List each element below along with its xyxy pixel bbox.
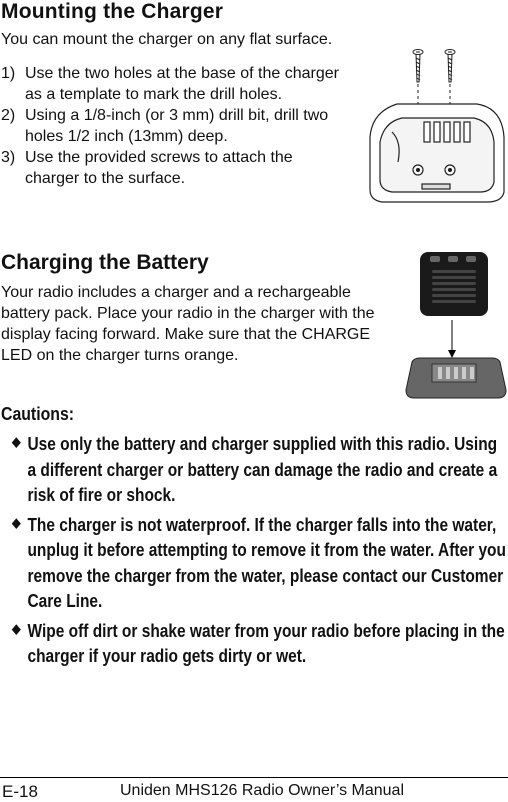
charger-mounting-illustration <box>362 42 508 207</box>
caution-item <box>12 432 507 509</box>
step-2 <box>1 105 351 147</box>
screw-right-icon <box>445 50 455 83</box>
caution-item <box>12 513 507 615</box>
screw-left-icon <box>413 50 423 83</box>
mounting-steps <box>1 63 351 189</box>
step-text: Use the provided screws to attach the charger to the surface. <box>25 149 293 187</box>
diamond-bullet-icon: ◆ <box>12 620 21 636</box>
step-number: 2) <box>1 107 16 124</box>
cautions-list <box>12 432 508 674</box>
charger-icon <box>406 358 506 398</box>
footer-divider <box>0 777 508 778</box>
mounting-intro: You can mount the charger on any flat surface. <box>1 31 333 48</box>
radio-charging-illustration <box>404 250 508 402</box>
step-text: Use the two holes at the base of the charger as a template to mark the drill holes. <box>25 65 339 103</box>
radio-icon <box>420 252 488 316</box>
caution-text: Use only the battery and charger supplied with this radio. Using a different charger or battery can damage the radio and create a risk of fire or shock. <box>27 434 498 505</box>
step-number: 3) <box>1 149 16 166</box>
charger-body <box>370 104 504 202</box>
manual-title: Uniden MHS126 Radio Owner’s Manual <box>120 782 404 799</box>
step-3 <box>1 147 351 189</box>
caution-text: The charger is not waterproof. If the charger falls into the water, unplug it before attempting to remove it from the water. After you remove the charger from the water, please contact our Customer Care Line. <box>27 514 506 611</box>
charging-text: Your radio includes a charger and a rechargeable battery pack. Place your radio in the charger with the display facing forward. Make sure that the CHARGE LED on the charger turns orange. <box>1 284 375 364</box>
page-number: E-18 <box>2 782 38 801</box>
caution-item <box>12 619 507 670</box>
diamond-bullet-icon: ◆ <box>12 514 21 530</box>
section-title-mounting: Mounting the Charger <box>1 0 224 23</box>
cautions-title: Cautions: <box>1 404 75 424</box>
step-number: 1) <box>1 65 16 82</box>
step-text: Using a 1/8-inch (or 3 mm) drill bit, drill two holes 1/2 inch (13mm) deep. <box>25 107 329 145</box>
diamond-bullet-icon: ◆ <box>12 434 21 449</box>
section-title-charging: Charging the Battery <box>1 251 209 274</box>
step-1 <box>1 63 351 105</box>
caution-text: Wipe off dirt or shake water from your radio before placing in the charger if your radio gets dirty or wet. <box>27 620 505 666</box>
